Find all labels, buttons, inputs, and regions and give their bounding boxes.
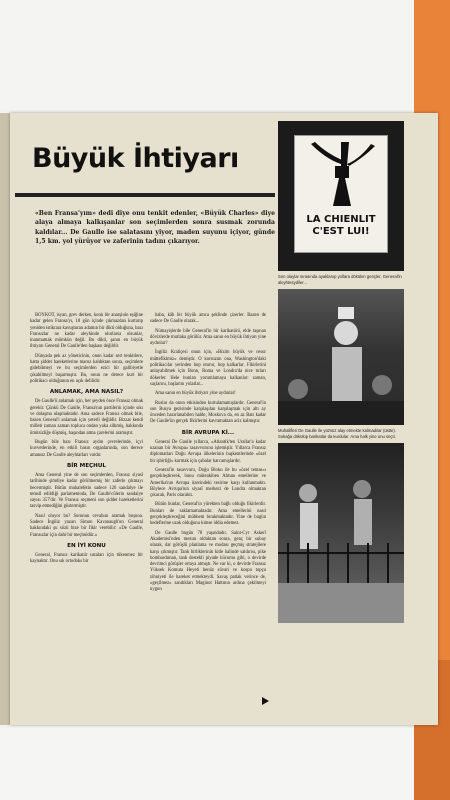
paragraph: De Gaulle'ü anlamak için, her şeyden önce Fransız olmak gerekir. Çünkü De Gaulle, Fransa'nın partilerin içinde sıkı ve dolaşma ulaşmaktadır. Ama sadece Fransız olmak bile, bazen General'i anlamak için yeterli değildir. Bizzat kendi milleti zaman zaman topluca ondan yaka silkmiş, hakkında ümitsizliğe düşmüş, başından atma çarelerini aramıştır. [30, 399, 143, 436]
paragraph: General, Fransız karikatür ustaları için tükenmez bir kaynaktır. Onu sık ortodoks bir [30, 552, 143, 565]
paragraph: BOYKOT, isyan, grev derken, koniı bir anarşinin eşiğine kadar gelen Fransa'yı, 18 gün içinde çıkmazdan kurtarıp yeniden istikrara kavuşturan adamın bir dikti olduğuna, bazı Fransızlar ne kadar aleyhinde olurlarsa olsunlar, inanmamak mümkün değil. Bu dikti, şanın en büyük ihtiyarı General De Gaulle'den başkası değildir. [30, 313, 143, 350]
article-title: Büyük İhtiyarı [32, 143, 239, 174]
subheading: EN İYİ KONU [67, 542, 106, 549]
previous-page-edge [0, 113, 10, 725]
backdrop-top [0, 0, 414, 110]
photo-column [278, 121, 404, 623]
paragraph: Bugün bile bazı Fransız aydın çevrelerinde, içyi kuvvetlerinde, en etkili basın organlarında, son derece amansız De Gaulle aleyhtarları vardır. [30, 440, 143, 458]
paragraph: Bütün bunlar, General'in yürekten bağlı olduğu fikirlerdir. Bunları de saklamamaktadır. Ama emellerini nasıl gerçekleştireceğini mübhem bırakmaktadır. Yine de bugün hedeflerine uzak olduğunu kimse iddia edemez. [150, 502, 266, 527]
article-lead: «Ben Fransa'yım» dedi diye onu tenkit edenler, «Büyük Charles» diye alaya almaya kalkışanlar son seçimlerden sonra susmak zorunda kaldılar... De Gaulle ise salatasını yiyor, maden suyunu içiyor, günde 1,5 km. yol yürüyor ve zaferinin tadını çıkarıyor. [35, 210, 275, 246]
poster [294, 135, 388, 253]
paragraph: Ruslar da onun etkisinden kurtulamamışlardır. General'in son Rusya gezisinde karşılaşılan karşılaşmak için altı ay önceden hazırlanabilen halde, Moskova da, en az Batı kadar De Gaulle'ün gerçek fikirlerini kavramaktan aciz kalmıştır. [150, 400, 266, 425]
paragraph: Ama General yine de son seçimlerden, Fransız siyasî tarihinde şimdiye kadar görülmemiş bir zaferle çıkmayı becermiştir. Bütün muhalefetin sadece 126 sandalye ile temsil edildiği parlamentoda, De Gaulle'cülerin sandalye sayısı 357'dir. Ve Fransız seçmeni son şiddet hareketlerini tasvip etmediğini göstermiştir. [30, 472, 143, 510]
continue-arrow-icon [262, 697, 269, 705]
paragraph: baba, kâh bir büyük amca şeklinde çizerler. Bazen de sadece De Gaulle olarak... [150, 313, 266, 325]
paragraph: De Gaulle bugün 78 yaşındadır. Saint-Cyr Askerî Akademisi'nden mezun olduktan sonra, genç bir subay olarak, dar görüşlü planlama ve modası geçmiş stratejilere karşı çıkmıştır. Tank birliklerinin kitle halinde saldırısı, pike bombardıman, tank destekli piyade hücumu gibi, o devirde devrimci görüşler ortaya atmıştı. Ne var ki, o devirde Fransız Yüksek Komuta Heyeti henüz süvari ve kospu topçu zihniyeti ile hareket etmekteydi. Savaş patlak verince de, «geçilmez» sandıkları Maginot Hattının ardına çekilmeyi uygun [150, 530, 266, 593]
subheading: BİR AVRUPA Kİ... [181, 429, 235, 436]
barricade-photo [278, 443, 404, 623]
background-below [0, 728, 414, 800]
paragraph: Ama sanın en büyük ihtiyarı yine aydınlar! [155, 391, 236, 397]
subheading: ANLAMAK, AMA NASIL? [49, 389, 124, 396]
photo-caption: Son olaylar sırasında ayaklanıp yollara dökülen gençler, General'in aleyhtesydiler... [278, 274, 402, 285]
crowd-figure-icon [278, 289, 404, 425]
caricature-figure-icon [295, 136, 387, 216]
magazine-page [10, 113, 438, 725]
paragraph: General'in tasavvuru, Doğu Bloku ile bu «özel temas»ı gerçekleştirerek, bunu müteakiben Alman emellerine ve Amerika'nın Avrupa üzerindeki tesirine karşı kullanmaktı. Böylece Avrupa'nın siyasî merkezi de Londra olmaktan çıkacak, Paris olacaktı. [150, 467, 266, 499]
photo-caption: Muhalifleri De Gaulle ile yüzsüz alay etmekte kalmadılar (üstte). Sokağa dökülüp barikatlar da kurdular. Ama halk yine onu seçti. [278, 428, 396, 439]
paragraph: Dünyada pek az yöneticinin, onun kadar sert tenkitlere, hatta şiddet hareketlerine maruz kaldıktan sonra, seçimlere gidebilmeyi ve bu seçimlerden ezici bir galibiyetle çıkabilmeyi başarmıştır. Bu, onun ne derece kurt bir politikacı olduğunun en açık delilidir. [30, 353, 143, 384]
paragraph: Nasıl oluyor bu? Sorunun cevabını aramak boşuna. Sadece İngiliz yazarı Simon Kavanaugh'un General hakkındaki şu sözü bize bir fikir verebilir: «De Gaulle, Fransızlar için dahi bir meçhuldür.» [30, 513, 143, 538]
text-column-2 [150, 313, 266, 597]
text-column-1 [30, 313, 143, 569]
title-rule [15, 193, 275, 197]
protest-crowd-photo [278, 289, 404, 425]
paragraph: Nümayişlerde bile General'in bir karikatürü, elde taşınan dövizlerde mutlaka görülür. Ama sanın en büyük ihtiyarı yine aydınlar? [150, 328, 266, 347]
subheading: BİR MEÇHUL [67, 462, 106, 469]
poster-slogan: LA CHIENLIT C'EST LUI! [306, 214, 376, 237]
barricade-scene-icon [278, 443, 404, 623]
protest-poster-photo [278, 121, 404, 271]
paragraph: İngiliz Kraliçesi onun için, «Bizim büyük ve cesur müttefikimiz» demiştir. O korsuzun ona, Washington'daki politikacılar yerinden hop oturur, hop kalkarlar. Fikirlerini anlayabilmek için Bonn, Roma ve Londra'da nice tırları dökerler. Hele bunları yorumlamaya kalkanlar: zaman, saçlarını, başlarını yolarlar... [150, 350, 266, 387]
paragraph: General De Gaulle yıllarca, «Atlantik'ten Urallar'a kadar uzanan bir Avrupa» tasavvurunu işlemiştir. Yıllarca Fransız diplomatları Doğu Avrupa ülkelerinin başkentlerinde «özel bir işbirliği» kurmak için çabalar harcamışlardır. [150, 439, 266, 464]
